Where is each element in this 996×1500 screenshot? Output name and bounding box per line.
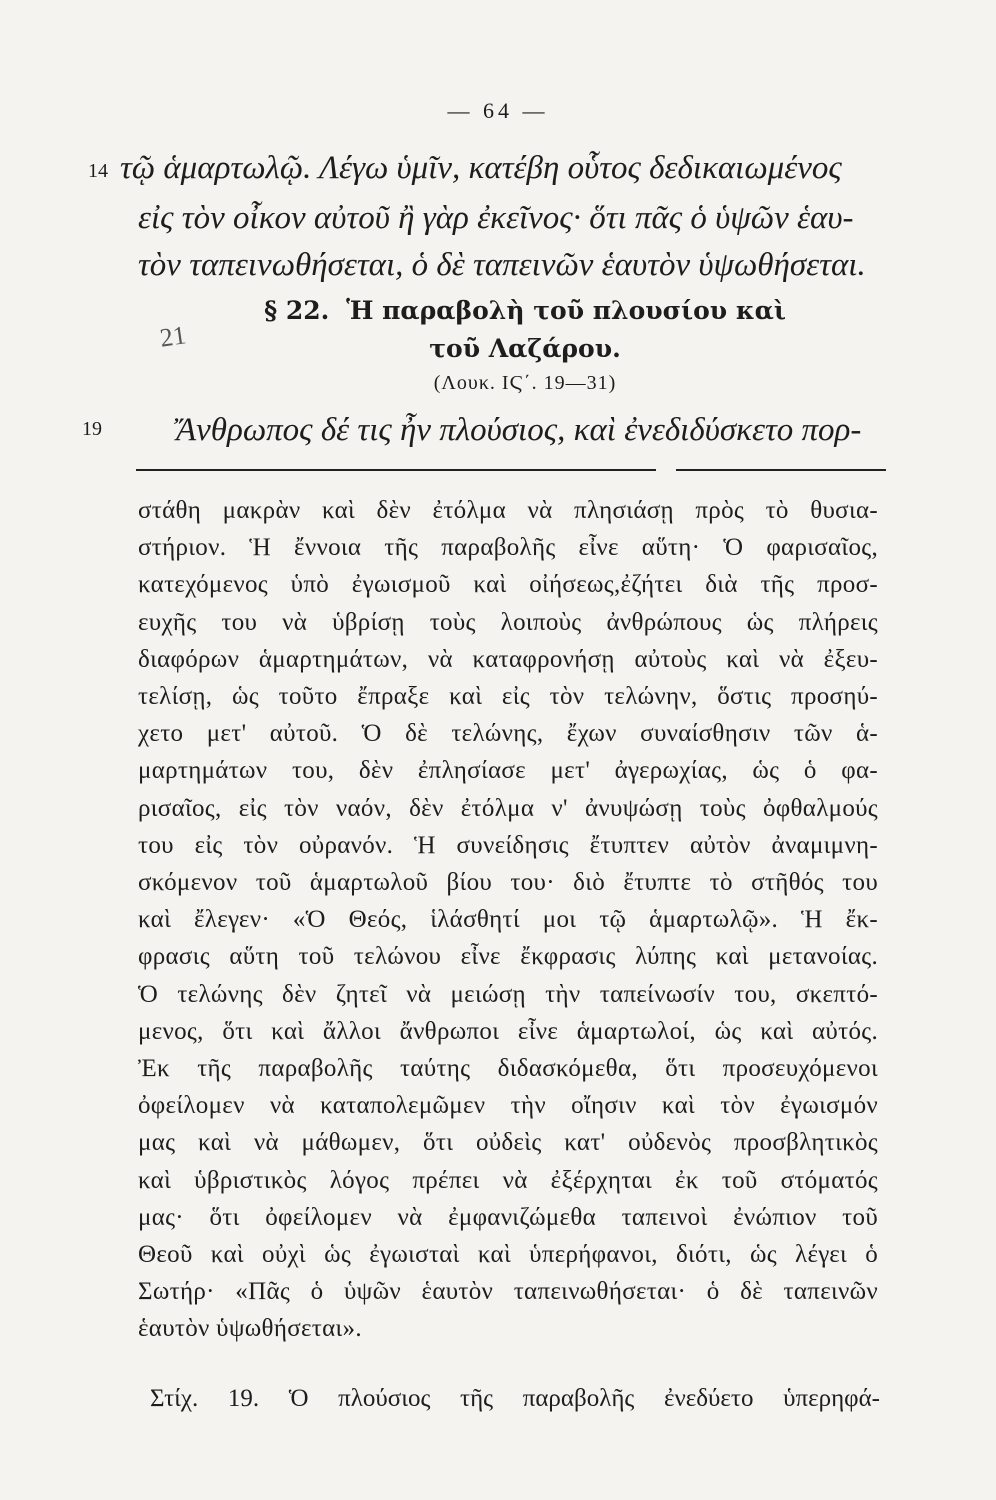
commentary-line: διαφόρων ἁμαρτημάτων, νὰ καταφρονήσῃ αὐτοὺς καὶ νὰ ἐξευ-	[138, 646, 878, 673]
verse-line: τῷ ἁμαρτωλῷ. Λέγω ὑμῖν, κατέβη οὗτος δεδικαιωμένος	[120, 150, 842, 186]
commentary-line: μας· ὅτι ὀφείλομεν νὰ ἐμφανιζώμεθα ταπεινοὶ ἐνώπιον τοῦ	[138, 1204, 878, 1231]
verse-line: τὸν ταπεινωθήσεται, ὁ δὲ ταπεινῶν ἑαυτὸν ὑψωθήσεται.	[138, 247, 866, 283]
commentary-line: κατεχόμενος ὑπὸ ἐγωισμοῦ καὶ οἰήσεως,ἐζήτει διὰ τῆς προσ-	[138, 571, 878, 598]
commentary-line: ἑαυτὸν ὑψωθήσεται».	[138, 1315, 362, 1342]
section-title-line-1	[200, 294, 850, 328]
verse-19-text: Ἄνθρωπος δέ τις ἦν πλούσιος, καὶ ἐνεδιδύσκετο πορ-	[176, 412, 862, 448]
commentary-line: Σωτήρ· «Πᾶς ὁ ὑψῶν ἑαυτὸν ταπεινωθήσεται· ὁ δὲ ταπεινῶν	[138, 1278, 878, 1305]
commentary-line: ευχῆς του νὰ ὑβρίσῃ τοὺς λοιποὺς ἀνθρώπους ὡς πλήρεις	[138, 609, 878, 636]
separator-rule-left	[136, 469, 656, 471]
page-number: — 64 —	[447, 98, 549, 123]
commentary-line: του εἰς τὸν οὐρανόν. Ἡ συνείδησις ἔτυπτεν αὐτὸν ἀναμιμνη-	[138, 832, 878, 859]
section-symbol: § 22.	[264, 296, 330, 325]
commentary-line: Ἐκ τῆς παραβολῆς ταύτης διδασκόμεθα, ὅτι προσευχόμενοι	[138, 1055, 878, 1082]
commentary-line: στήριον. Ἡ ἔννοια τῆς παραβολῆς εἶνε αὕτη· Ὁ φαρισαῖος,	[138, 534, 878, 561]
commentary-line: χετο μετ' αὐτοῦ. Ὁ δὲ τελώνης, ἔχων συναίσθησιν τῶν ἁ-	[138, 720, 878, 747]
commentary-line: Θεοῦ καὶ οὐχὶ ὡς ἐγωισταὶ καὶ ὑπερήφανοι, διότι, ὡς λέγει ὁ	[138, 1241, 878, 1268]
verse-number-14: 14	[88, 160, 108, 182]
commentary-line: τελίσῃ, ὡς τοῦτο ἔπραξε καὶ εἰς τὸν τελώνην, ὅστις προσηύ-	[138, 683, 878, 710]
commentary-line: καὶ ἔλεγεν· «Ὁ Θεός, ἱλάσθητί μοι τῷ ἁμαρτωλῷ». Ἡ ἔκ-	[138, 906, 878, 933]
section-title-text: Ἡ παραβολὴ τοῦ πλουσίου καὶ	[346, 296, 786, 325]
commentary-line: μενος, ὅτι καὶ ἄλλοι ἄνθρωποι εἶνε ἁμαρτωλοί, ὡς καὶ αὐτός.	[138, 1018, 878, 1045]
scripture-reference: (Λουκ. ΙϚ΄. 19—31)	[433, 372, 617, 394]
commentary-line: μαρτημάτων του, δὲν ἐπλησίασε μετ' ἀγερωχίας, ὡς ὁ φα-	[138, 757, 878, 784]
commentary-line: ρισαῖος, εἰς τὸν ναόν, δὲν ἐτόλμα ν' ἀνυψώσῃ τοὺς ὀφθαλμούς	[138, 795, 878, 822]
handwritten-margin-note: 21	[158, 320, 188, 353]
commentary-line: σκόμενον τοῦ ἁμαρτωλοῦ βίου του· διὸ ἔτυπτε τὸ στῆθός του	[138, 869, 878, 896]
commentary-line: φρασις αὕτη τοῦ τελώνου εἶνε ἔκφρασις λύπης καὶ μετανοίας.	[138, 943, 878, 970]
verse-number-19: 19	[82, 418, 102, 440]
commentary-line: στάθη μακρὰν καὶ δὲν ἐτόλμα νὰ πλησιάσῃ πρὸς τὸ θυσια-	[138, 497, 878, 524]
commentary-line: μας καὶ νὰ μάθωμεν, ὅτι οὐδεὶς κατ' οὐδενὸς προσβλητικὸς	[138, 1129, 878, 1156]
verse-line: εἰς τὸν οἶκον αὐτοῦ ἢ γὰρ ἐκεῖνος· ὅτι πᾶς ὁ ὑψῶν ἑαυ-	[138, 200, 854, 236]
section-title-line-2: τοῦ Λαζάρου.	[429, 334, 621, 363]
commentary-line: Ὁ τελώνης δὲν ζητεῖ νὰ μειώσῃ τὴν ταπείνωσίν του, σκεπτό-	[138, 981, 878, 1008]
commentary-line: καὶ ὑβριστικὸς λόγος πρέπει νὰ ἐξέρχηται ἐκ τοῦ στόματός	[138, 1167, 878, 1194]
commentary-line: ὀφείλομεν νὰ καταπολεμῶμεν τὴν οἴησιν καὶ τὸν ἐγωισμόν	[138, 1092, 878, 1119]
separator-rule-right	[676, 469, 886, 471]
commentary-next-verse-line: Στίχ. 19. Ὁ πλούσιος τῆς παραβολῆς ἐνεδύετο ὑπερηφά-	[150, 1385, 880, 1412]
